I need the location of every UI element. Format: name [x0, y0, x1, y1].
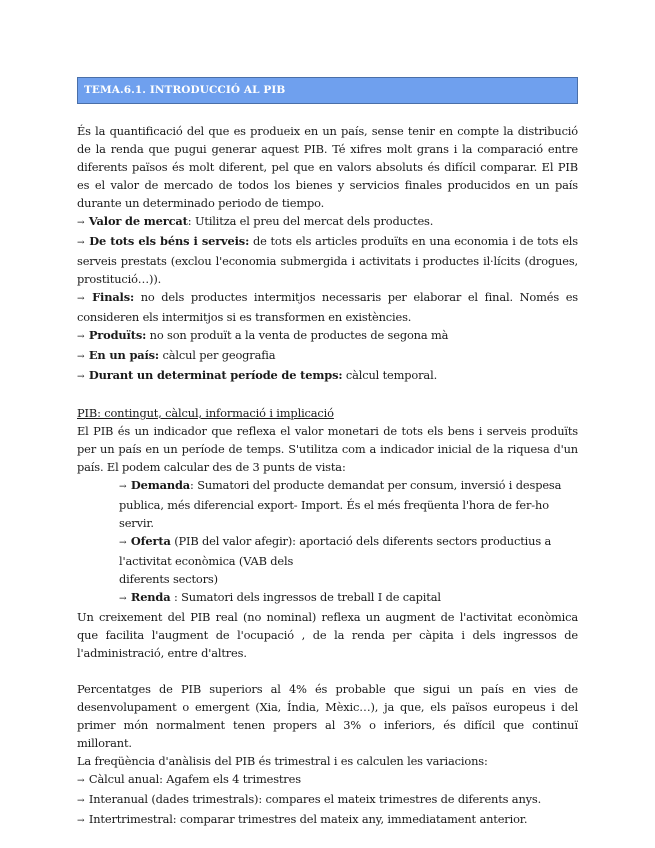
arrow-icon: →	[119, 594, 127, 604]
arrow-icon: →	[77, 294, 85, 304]
definition-item	[77, 346, 578, 366]
definition-term: Valor de mercat	[88, 214, 188, 228]
definition-item	[77, 288, 578, 326]
arrow-icon: →	[77, 372, 85, 382]
view-term: Renda	[130, 590, 171, 604]
arrow-icon: →	[119, 482, 127, 492]
calc-item	[77, 790, 578, 810]
view-demanda	[77, 476, 578, 496]
view-oferta-cont: diferents sectors)	[119, 572, 218, 586]
definition-text: càlcul per geografia	[159, 348, 276, 362]
view-text: : Sumatori dels ingressos de treball I de capital	[170, 590, 441, 604]
intro-paragraph: És la quantificació del que es produeix en un país, sense tenir en compte la distribució de la renda que pugui generar aquest PIB. Té xifres molt grans i la comparació entre diferents països és molt diferent, pel que en valors absoluts és difícil comparar. El PIB es el valor de mercado de todos los bienes y servicios finales producidos en un país durante un determinado periodo de tiempo.	[77, 124, 578, 210]
arrow-icon: →	[77, 238, 85, 248]
definition-text: no dels productes intermitjos necessaris per elaborar el final. Només es consideren els intermitjos si es transformen en existències.	[77, 290, 578, 324]
frequency-paragraph: La freqüència d'anàlisis del PIB és trimestral i es calculen les variacions:	[77, 754, 488, 768]
growth-paragraph: Un creixement del PIB real (no nominal) reflexa un augment de l'activitat econòmica que facilita l'augment de l'ocupació , de la renda per càpita i dels ingressos de l'administració, entre d'altres.	[77, 610, 578, 660]
definition-text: Utilitza el preu del mercat dels productes.	[191, 214, 434, 228]
definition-text: no son produït a la venta de productes de segona mà	[146, 328, 449, 342]
pib-definition: El PIB és un indicador que reflexa el valor monetari de tots els bens i serveis produïts per un país en un període de temps. S'utilitza com a indicador inicial de la riquesa d'un país. El podem calcular des de 3 punts de vista:	[77, 424, 578, 474]
definition-item	[77, 232, 578, 288]
arrow-icon: →	[77, 352, 85, 362]
spacer	[77, 386, 578, 404]
section-title: TEMA.6.1. INTRODUCCIÓ AL PIB	[77, 77, 578, 104]
definition-item	[77, 212, 578, 232]
view-demanda-cont: publica, més diferencial export- Import. És el més freqüenta l'hora de fer-ho servir.	[119, 498, 549, 530]
definition-text: de tots els articles produïts en una economia i de tots els serveis prestats (exclou l'economia submergida i activitats i productes il·lícits (drogues, prostitució…)).	[77, 234, 578, 286]
definition-text: càlcul temporal.	[342, 368, 438, 382]
definition-sep: :	[187, 214, 192, 228]
arrow-icon: →	[77, 776, 85, 786]
arrow-icon: →	[77, 796, 85, 806]
definition-item	[77, 366, 578, 386]
calc-text: Càlcul anual: Agafem els 4 trimestres	[88, 772, 301, 786]
view-text: : Sumatori del producte demandat per consum, inversió i despesa	[190, 478, 562, 492]
calc-item	[77, 810, 578, 830]
arrow-icon: →	[77, 332, 85, 342]
definition-term: Produïts:	[88, 328, 147, 342]
view-renda	[77, 588, 578, 608]
definition-term: Finals:	[92, 290, 135, 304]
definition-term: Durant un determinat període de temps:	[88, 368, 343, 382]
spacer	[77, 662, 578, 680]
view-oferta	[77, 532, 578, 570]
definition-item	[77, 326, 578, 346]
percent-paragraph: Percentatges de PIB superiors al 4% és probable que sigui un país en vies de desenvolupament o emergent (Xia, Índia, Mèxic…), ja que, els països europeus i del primer món normalment tenen propers al 3% o inferiors, és difícil que continuï millorant.	[77, 682, 578, 750]
section-heading: PIB: contingut, càlcul, informació i implicació	[77, 406, 334, 420]
document-body	[77, 122, 578, 830]
view-term: Demanda	[130, 478, 191, 492]
arrow-icon: →	[77, 218, 85, 228]
arrow-icon: →	[119, 538, 127, 548]
definition-term: En un país:	[88, 348, 159, 362]
arrow-icon: →	[77, 816, 85, 826]
view-text: (PIB del valor afegir): aportació dels diferents sectors productius a l'activitat econòmica (VAB dels	[119, 534, 552, 568]
calc-text: Interanual (dades trimestrals): compares el mateix trimestres de diferents anys.	[88, 792, 542, 806]
definition-term: De tots els béns i serveis:	[89, 234, 250, 248]
calc-text: Intertrimestral: comparar trimestres del mateix any, immediatament anterior.	[88, 812, 528, 826]
calc-item	[77, 770, 578, 790]
view-term: Oferta	[130, 534, 171, 548]
